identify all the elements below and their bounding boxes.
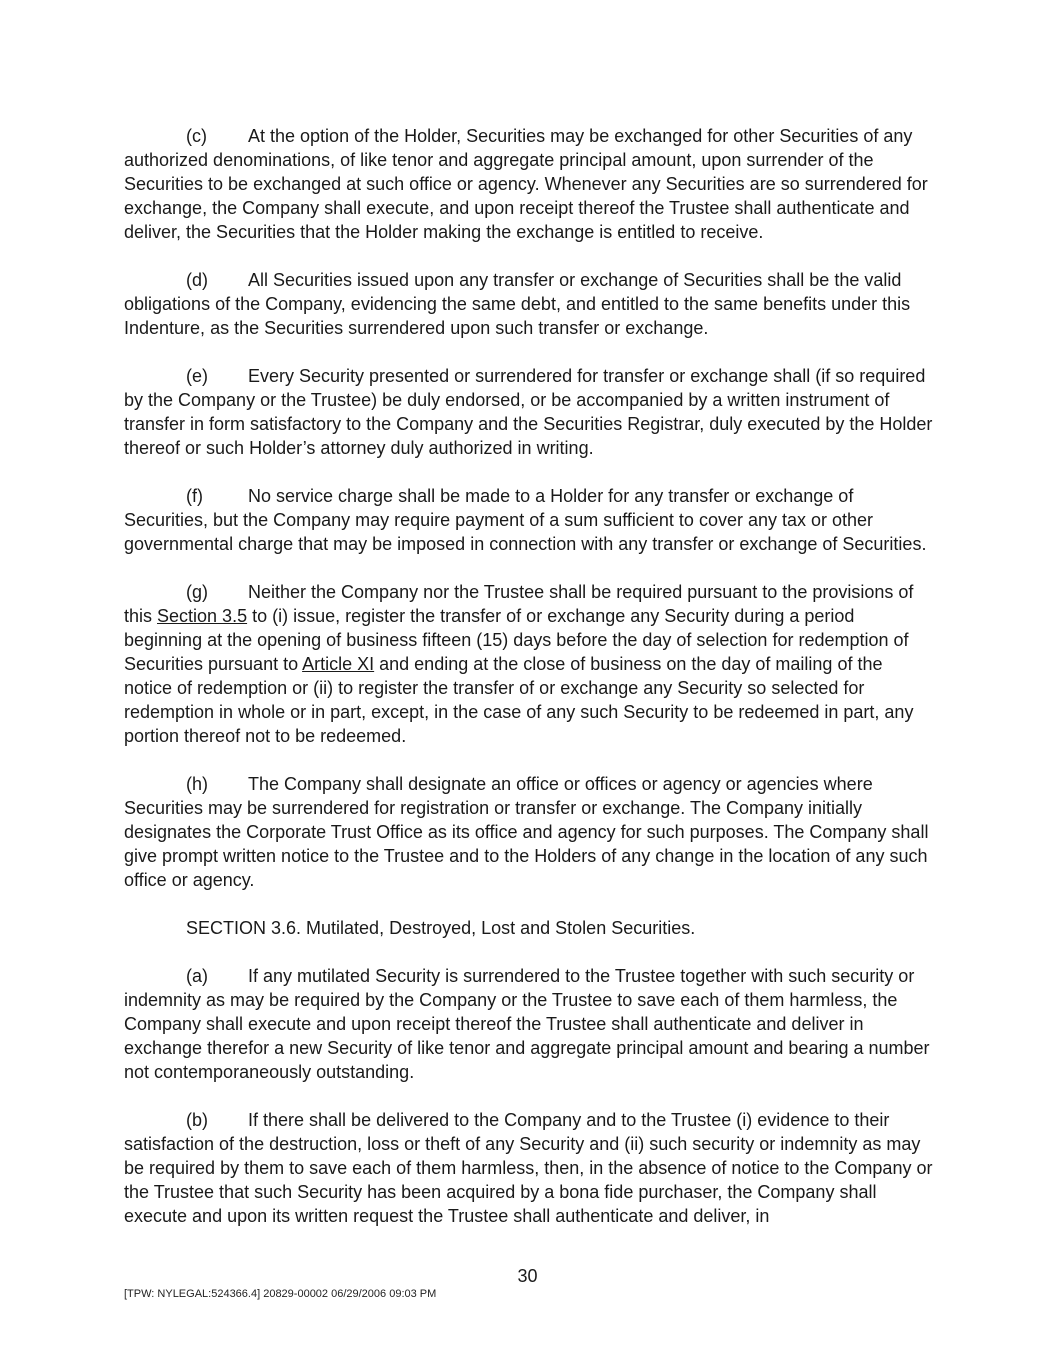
paragraph-label: (e)	[186, 366, 208, 386]
section-3-5-reference: Section 3.5	[157, 606, 248, 626]
paragraph-label: (h)	[186, 774, 208, 794]
paragraph-text: No service charge shall be made to a Holder for any transfer or exchange of Securities, but the Company may require payment of a sum sufficient to cover any tax or other governmental charge that may be imposed in connection with any transfer or exchange of Securities.	[124, 486, 927, 554]
paragraph-label: (a)	[186, 966, 208, 986]
document-footer: [TPW: NYLEGAL:524366.4] 20829-00002 06/29/2006 09:03 PM	[124, 1288, 437, 1300]
section-heading: SECTION 3.6. Mutilated, Destroyed, Lost and Stolen Securities.	[186, 918, 696, 938]
paragraph-g	[124, 580, 934, 748]
paragraph-label: (d)	[186, 270, 208, 290]
article-xi-reference: Article XI	[302, 654, 375, 674]
paragraph-text-part: Neither the Company nor the Trustee shall be required pursuant to the provisions of this	[124, 582, 914, 626]
paragraph-text-part: to (i) issue, register the transfer of or exchange any Security during a period beginning at the opening of business fifteen (15) days before the day of selection for redemption of Securities pursuant to	[124, 606, 909, 674]
page-number: 30	[517, 1266, 538, 1286]
document-body	[124, 124, 934, 1252]
paragraph-text: If any mutilated Security is surrendered to the Trustee together with such security or indemnity as may be required by the Company or the Trustee to save each of them harmless, the Company shall execute and upon receipt thereof the Trustee shall authenticate and deliver in exchange therefor a new Security of like tenor and aggregate principal amount and bearing a number not contemporaneously outstanding.	[124, 966, 930, 1082]
section-paragraph-b	[124, 1108, 934, 1228]
paragraph-label: (g)	[186, 582, 208, 602]
paragraph-h	[124, 772, 934, 892]
paragraph-text: At the option of the Holder, Securities may be exchanged for other Securities of any authorized denominations, of like tenor and aggregate principal amount, upon surrender of the Securities to be exchanged at such office or agency. Whenever any Securities are so surrendered for exchange, the Company shall execute, and upon receipt thereof the Trustee shall authenticate and deliver, the Securities that the Holder making the exchange is entitled to receive.	[124, 126, 928, 242]
paragraph-text: The Company shall designate an office or offices or agency or agencies where Securities may be surrendered for registration or transfer or exchange. The Company initially designates the Corporate Trust Office as its office and agency for such purposes. The Company shall give prompt written notice to the Trustee and to the Holders of any change in the location of any such office or agency.	[124, 774, 929, 890]
paragraph-text: All Securities issued upon any transfer or exchange of Securities shall be the valid obligations of the Company, evidencing the same debt, and entitled to the same benefits under this Indenture, as the Securities surrendered upon such transfer or exchange.	[124, 270, 911, 338]
section-paragraph-a	[124, 964, 934, 1084]
paragraph-text: Every Security presented or surrendered for transfer or exchange shall (if so required by the Company or the Trustee) be duly endorsed, or be accompanied by a written instrument of transfer in form satisfactory to the Company and the Securities Registrar, duly executed by the Holder thereof or such Holder’s attorney duly authorized in writing.	[124, 366, 933, 458]
paragraph-text: If there shall be delivered to the Company and to the Trustee (i) evidence to their satisfaction of the destruction, loss or theft of any Security and (ii) such security or indemnity as may be required by them to save each of them harmless, then, in the absence of notice to the Company or the Trustee that such Security has been acquired by a bona fide purchaser, the Company shall execute and upon its written request the Trustee shall authenticate and deliver, in	[124, 1110, 933, 1226]
paragraph-d	[124, 268, 934, 340]
paragraph-label: (f)	[186, 486, 203, 506]
paragraph-label: (c)	[186, 126, 207, 146]
paragraph-e	[124, 364, 934, 460]
paragraph-c	[124, 124, 934, 244]
paragraph-f	[124, 484, 934, 556]
paragraph-label: (b)	[186, 1110, 208, 1130]
paragraph-text-part: and ending at the close of business on the day of mailing of the notice of redemption or (ii) to register the transfer of or exchange any Security so selected for redemption in whole or in part, except, in the case of any such Security to be redeemed in part, any portion thereof not to be redeemed.	[124, 654, 914, 746]
